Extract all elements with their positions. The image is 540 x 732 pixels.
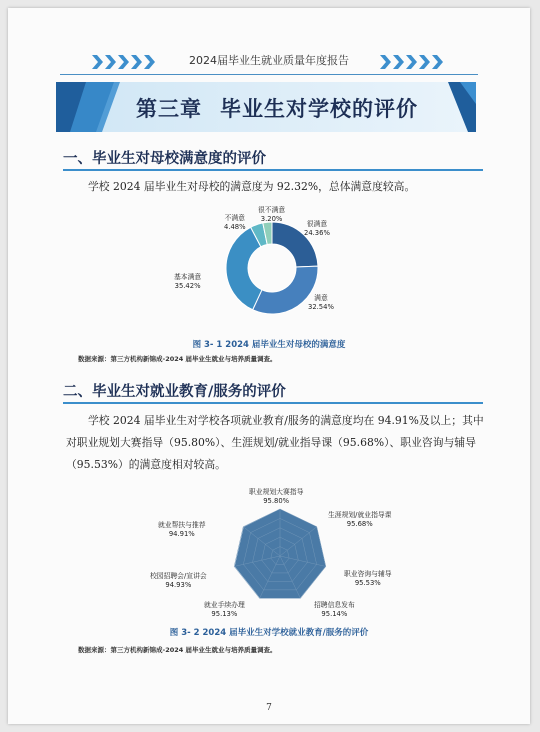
chapter-banner	[56, 82, 476, 132]
section-rule-2	[63, 402, 483, 404]
donut-label-value: 24.36%	[304, 229, 330, 237]
data-source-1: 数据来源：第三方机构新锦成-2024 届毕业生就业与培养质量调查。	[78, 355, 277, 363]
radar-label-campus-fair	[150, 572, 207, 590]
radar-label-name: 招聘信息发布	[314, 601, 355, 609]
header-rule	[60, 74, 478, 75]
section-paragraph-1: 学校 2024 届毕业生对母校的满意度为 92.32%，总体满意度较高。	[88, 180, 416, 193]
chevron-decoration-right-icon	[380, 55, 450, 69]
donut-label-very-satisfied	[304, 220, 330, 238]
running-header	[8, 46, 530, 74]
chart-caption-2: 图 3- 2 2024 届毕业生对学校就业教育/服务的评价	[169, 628, 369, 638]
radar-label-value: 94.91%	[168, 530, 195, 538]
donut-label-dissatisfied	[224, 214, 246, 232]
donut-label-value: 35.42%	[174, 282, 201, 290]
donut-label-satisfied	[308, 294, 334, 312]
donut-label-name: 不满意	[224, 214, 245, 222]
donut-slice	[226, 227, 262, 309]
radar-label-counseling	[344, 570, 392, 588]
radar-label-name: 校园招聘会/宣讲会	[150, 572, 207, 580]
section-paragraph-2: 学校 2024 届毕业生对学校各项就业教育/服务的满意度均在 94.91%及以上；其中对职业规划大赛指导（95.80%）、生涯规划/就业指导课（95.68%）、职业咨询与辅导（95.53%）的满意度相对较高。	[66, 414, 484, 471]
section-rule-1	[63, 169, 483, 171]
page-number: 7	[266, 703, 272, 713]
donut-label-basically-satisfied	[174, 273, 201, 291]
radar-label-name: 生涯规划/就业指导课	[328, 511, 392, 519]
report-page	[8, 8, 530, 724]
donut-label-name: 满意	[314, 294, 328, 302]
radar-label-name: 就业手续办理	[204, 601, 245, 609]
donut-label-name: 很不满意	[258, 206, 286, 214]
radar-label-recruitment-info	[314, 601, 355, 619]
donut-label-value: 4.48%	[224, 223, 246, 231]
radar-label-value: 95.14%	[321, 610, 348, 618]
radar-label-procedures	[204, 601, 245, 619]
donut-label-name: 很满意	[306, 220, 328, 228]
report-title: 2024届毕业生就业质量年度报告	[189, 54, 349, 67]
service-evaluation-radar-chart	[230, 504, 330, 604]
radar-label-value: 95.68%	[346, 520, 373, 528]
donut-label-value: 32.54%	[308, 303, 334, 311]
chart-caption-1: 图 3- 1 2024 届毕业生对母校的满意度	[192, 340, 346, 350]
radar-label-name: 职业规划大赛指导	[249, 488, 304, 496]
section-heading-2: 二、毕业生对就业教育/服务的评价	[63, 384, 286, 400]
donut-label-very-dissatisfied	[258, 206, 285, 224]
radar-label-value: 95.53%	[354, 579, 381, 587]
chapter-number: 第三章	[136, 96, 202, 121]
radar-label-value: 94.93%	[165, 581, 192, 589]
radar-label-name: 就业帮扶与推荐	[158, 521, 206, 529]
section-heading-1: 一、毕业生对母校满意度的评价	[63, 151, 266, 167]
data-source-2: 数据来源：第三方机构新锦成-2024 届毕业生就业与培养质量调查。	[78, 646, 277, 654]
donut-label-name: 基本满意	[174, 273, 202, 281]
radar-label-career-course	[328, 511, 391, 529]
radar-label-value: 95.13%	[211, 610, 238, 618]
donut-label-value: 3.20%	[260, 215, 283, 223]
radar-label-employment-support	[158, 521, 206, 539]
radar-label-value: 95.80%	[263, 497, 290, 505]
chapter-title	[136, 93, 418, 123]
chapter-name: 毕业生对学校的评价	[220, 96, 418, 121]
radar-label-career-competition	[249, 488, 303, 506]
radar-label-name: 职业咨询与辅导	[344, 570, 392, 578]
